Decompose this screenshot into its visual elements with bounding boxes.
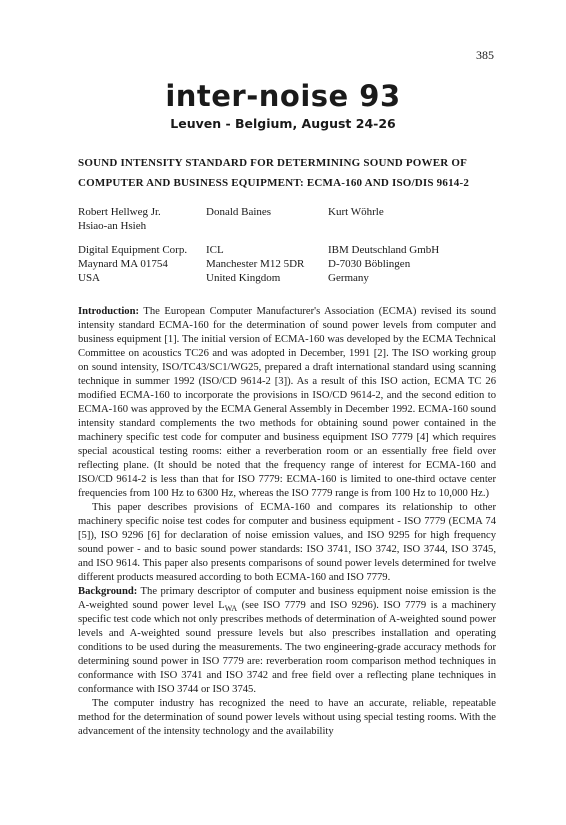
background-paragraph	[78, 585, 496, 697]
author-column	[78, 205, 161, 233]
affiliation-column	[206, 243, 304, 285]
affiliation-column	[328, 243, 439, 285]
paper-title	[78, 153, 508, 193]
author-name: Donald Baines	[206, 206, 272, 218]
affiliation-line: Manchester M12 5DR	[206, 258, 305, 270]
affiliation-line: Maynard MA 01754	[78, 258, 168, 270]
affiliation-column	[78, 243, 187, 285]
body-text	[78, 305, 496, 739]
conference-title: inter-noise 93	[165, 79, 401, 113]
page-number: 385	[476, 48, 494, 62]
author-column	[206, 205, 271, 219]
affiliation-line: USA	[78, 272, 101, 284]
affiliation-line: D-7030 Böblingen	[328, 258, 411, 270]
introduction-text: The European Computer Manufacturer's Association (ECMA) revised its sound intensity standard ECMA-160 for the determination of sound power levels from computer and business equipment [1]. The initial version of ECMA-160 was developed by the ECMA Technical Committee on acoustics TC26 and was adopted in December, 1991 [2]. The ISO working group on sound intensity, ISO/TC43/SC1/WG25, prepared a draft international standard using scanning technique in summer 1992 (ISO/CD 9614-2 [3]). As a result of this ISO action, ECMA TC 26 modified ECMA-160 to incorporate the provisions in ISO/CD 9614-2, and the second edition to ECMA-160 was approved by the ECMA General Assembly in December 1992. ECMA-160 sound intensity standard complements the two methods for obtaining sound power contained in the machinery specific test code for computer and business equipment ISO 7779 [4] which requires special acoustical testing rooms: either a reverberation room or an essentially free field over reflecting plane. (It should be noted that the frequency range of interest for ECMA-160 and ISO/CD 9614-2 is less than that for ISO 7779: ECMA-160 is limited to one-third octave center frequencies from 100 Hz to 6300 Hz, whereas the ISO 7779 range is from 100 Hz to 10,000 Hz.)	[78, 306, 496, 499]
paper-title-line: SOUND INTENSITY STANDARD FOR DETERMINING SOUND POWER OF	[78, 157, 468, 169]
body-paragraph: The computer industry has recognized the need to have an accurate, reliable, repeatable method for the determination of sound power levels without using special testing rooms. With the advancement of the intensity technology and the availability	[78, 698, 496, 737]
author-name: Hsiao-an Hsieh	[78, 220, 147, 232]
background-heading: Background:	[78, 586, 138, 597]
background-text: The primary descriptor of computer and business equipment noise emission is the A-weighted sound power level L	[78, 586, 496, 611]
affiliation-line: IBM Deutschland GmbH	[328, 244, 440, 256]
introduction-paragraph	[78, 305, 496, 501]
paper-title-line: COMPUTER AND BUSINESS EQUIPMENT: ECMA-160 AND ISO/DIS 9614-2	[78, 177, 470, 189]
conference-location-date: Leuven - Belgium, August 24-26	[170, 116, 396, 131]
affiliation-line: Germany	[328, 272, 369, 284]
affiliation-line: ICL	[206, 244, 224, 256]
background-text: (see ISO 7779 and ISO 9296). ISO 7779 is a machinery specific test code which not only prescribes methods of determination of A-weighted sound power levels and A-weighted sound pressure levels but also prescribes installation and operating conditions to be used during the measurements. The two engineering-grade accuracy methods for determining sound power in ISO 7779 are: reverberation room comparison method techniques in conformance with ISO 3741 and ISO 3742 and free field over a reflecting plane techniques in conformance with ISO 3744 or ISO 3745.	[78, 600, 496, 695]
body-paragraph: This paper describes provisions of ECMA-160 and compares its relationship to other machinery specific noise test codes for computer and business equipment - ISO 7779 (ECMA 74 [5]), ISO 9296 [6] for declaration of noise emission values, and ISO 9295 for high frequency sound power - and to basic sound power standards: ISO 3741, ISO 3742, ISO 3744, ISO 3745, and ISO 9614. This paper also presents comparisons of sound power levels determined for twelve different products measured according to both ECMA-160 and ISO 7779.	[78, 502, 496, 583]
author-name: Kurt Wöhrle	[328, 206, 384, 218]
affiliation-line: Digital Equipment Corp.	[78, 244, 188, 256]
subscript-wa: WA	[224, 604, 238, 614]
introduction-heading: Introduction:	[78, 306, 140, 317]
author-name: Robert Hellweg Jr.	[78, 206, 161, 218]
author-column	[328, 205, 384, 219]
affiliation-line: United Kingdom	[206, 272, 281, 284]
